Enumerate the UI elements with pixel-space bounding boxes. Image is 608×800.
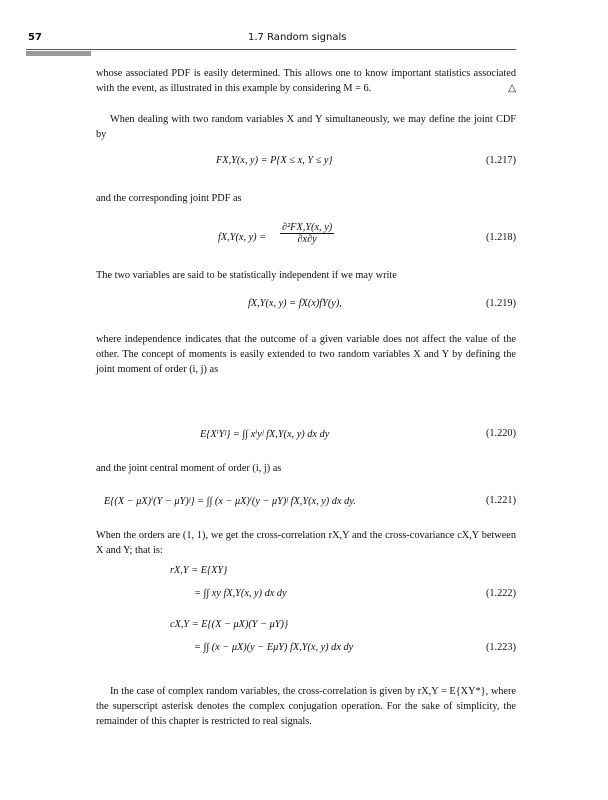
paragraph-6: and the joint central moment of order (i, j) as xyxy=(96,463,282,474)
paragraph-8: In the case of complex random variables, the cross-correlation is given by rX,Y = E{XY*}, where the superscript asterisk denotes the complex conjugation operation. For the sake of simplicity, the remainder of this chapter is restricted to real signals. xyxy=(96,686,516,727)
header-bar xyxy=(26,51,91,56)
equation-fraction xyxy=(280,222,334,245)
paragraph-1: whose associated PDF is easily determined. This allows one to know important statistics associated with the event, as illustrated in this example by considering M = 6. △ xyxy=(96,68,516,94)
paragraph-3: and the corresponding joint PDF as xyxy=(96,193,242,204)
equation-line: cX,Y = E{(X − μX)(Y − μY)} xyxy=(170,619,289,630)
equation-body: E{XⁱYʲ} = ∫∫ xⁱyʲ fX,Y(x, y) dx dy xyxy=(200,429,330,440)
equation-line: = ∫∫ (x − μX)(y − EμY) fX,Y(x, y) dx dy xyxy=(194,642,354,653)
equation-1-223-line-2 xyxy=(96,640,516,660)
paragraph-4: The two variables are said to be statistically independent if we may write xyxy=(96,270,397,281)
equation-body: FX,Y(x, y) = P{X ≤ x, Y ≤ y} xyxy=(216,155,333,166)
equation-1-221 xyxy=(96,492,516,516)
equation-number: (1.221) xyxy=(485,495,516,506)
equation-number: (1.222) xyxy=(485,588,516,599)
equation-1-218 xyxy=(96,222,516,258)
fraction-denominator: ∂x∂y xyxy=(297,234,317,245)
equation-1-223-line-1 xyxy=(96,619,516,635)
fraction-numerator: ∂²FX,Y(x, y) xyxy=(282,222,333,233)
equation-line: rX,Y = E{XY} xyxy=(170,565,228,576)
header-rule xyxy=(26,49,516,50)
equation-number: (1.218) xyxy=(485,232,516,243)
equation-number: (1.219) xyxy=(485,298,516,309)
equation-number: (1.223) xyxy=(485,642,516,653)
equation-line: = ∫∫ xy fX,Y(x, y) dx dy xyxy=(194,588,287,599)
equation-1-220 xyxy=(96,425,516,449)
equation-number: (1.217) xyxy=(485,155,516,166)
paragraph-7: When the orders are (1, 1), we get the cross-correlation rX,Y and the cross-covariance cX,Y between X and Y; that is: xyxy=(96,530,516,556)
section-title: 1.7 Random signals xyxy=(248,32,347,43)
end-of-example-icon: △ xyxy=(508,83,516,94)
equation-body: E{(X − μX)ⁱ(Y − μY)ʲ} = ∫∫ (x − μX)ⁱ(y − μY)ʲ fX,Y(x, y) dx dy. xyxy=(104,496,356,507)
equation-body: fX,Y(x, y) = fX(x)fY(y), xyxy=(248,298,342,309)
equation-1-219 xyxy=(96,298,516,314)
paragraph-2: When dealing with two random variables X and Y simultaneously, we may define the joint CDF by xyxy=(96,114,516,140)
paragraph-5: where independence indicates that the outcome of a given variable does not affect the value of the other. The concept of moments is easily extended to two random variables X and Y by defining the joint moment of order (i, j) as xyxy=(96,334,516,375)
equation-number: (1.220) xyxy=(485,428,516,439)
equation-1-222-line-1 xyxy=(96,565,516,581)
page-number: 57 xyxy=(28,32,42,43)
equation-1-217 xyxy=(96,155,516,171)
equation-lhs: fX,Y(x, y) = xyxy=(218,232,267,243)
equation-1-222-line-2 xyxy=(96,586,516,606)
running-header xyxy=(26,32,518,48)
